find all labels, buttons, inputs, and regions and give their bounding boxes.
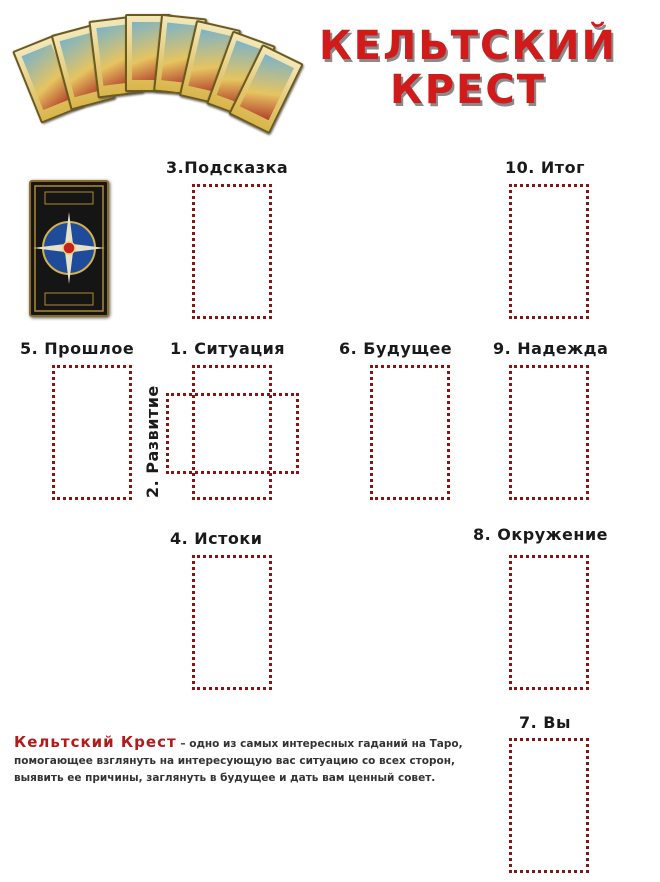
position-2-label: 2. Развитие	[143, 385, 162, 498]
page-title	[318, 24, 618, 112]
position-7-label: 7. Вы	[519, 713, 571, 732]
position-4-label: 4. Истоки	[170, 529, 263, 548]
slot-position-5[interactable]	[52, 365, 132, 500]
position-8-label: 8. Окружение	[473, 525, 609, 544]
tarot-cards-fan	[15, 10, 285, 135]
slot-position-9[interactable]	[509, 365, 589, 500]
position-10-label: 10. Итог	[505, 158, 585, 177]
position-3-label: 3.Подсказка	[166, 158, 289, 177]
position-9-label: 9. Надежда	[493, 339, 609, 358]
position-6-label: 6. Будущее	[339, 339, 453, 358]
title-line-2: КРЕСТ	[390, 67, 546, 113]
compass-star-icon	[31, 182, 107, 315]
slot-position-3[interactable]	[192, 184, 272, 319]
slot-position-2[interactable]	[166, 393, 299, 474]
title-line-1: КЕЛЬТСКИЙ	[318, 23, 618, 69]
slot-position-4[interactable]	[192, 555, 272, 690]
card-back-image	[29, 180, 109, 317]
slot-position-6[interactable]	[370, 365, 450, 500]
position-1-label: 1. Ситуация	[170, 339, 286, 358]
description-highlight: Кельтский Крест	[14, 733, 177, 751]
spread-description	[14, 734, 502, 787]
description-text: – одно из самых интересных гаданий на Таро, помогающее взглянуть на интересующую вас ситуацию со всех сторон, выявить ее причины, заглянуть в будущее и дать вам ценный совет.	[14, 738, 463, 784]
position-5-label: 5. Прошлое	[20, 339, 135, 358]
slot-position-8[interactable]	[509, 555, 589, 690]
slot-position-7[interactable]	[509, 738, 589, 873]
slot-position-10[interactable]	[509, 184, 589, 319]
